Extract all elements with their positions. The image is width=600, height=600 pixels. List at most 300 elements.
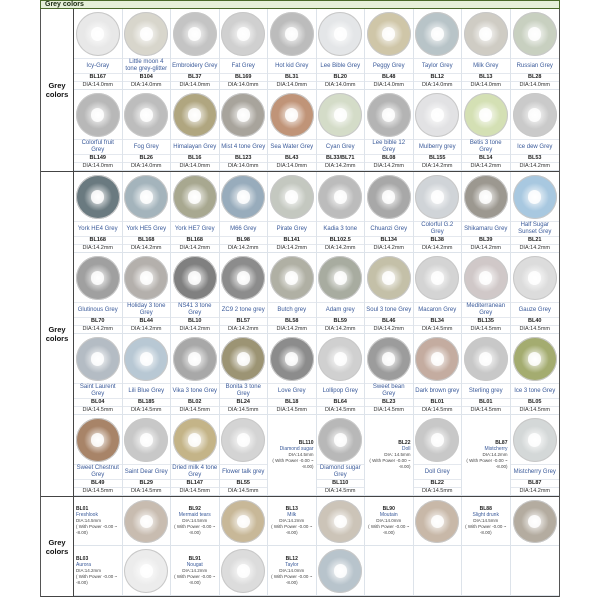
diameter: DIA:14.2mm	[482, 452, 508, 457]
product-code: BL08	[365, 154, 413, 162]
lens-image[interactable]	[464, 175, 508, 219]
product-cell[interactable]	[268, 90, 317, 171]
product-name[interactable]: Adam grey	[317, 302, 365, 317]
product-cell[interactable]	[74, 334, 123, 415]
diameter: DIA:14.2mm	[317, 162, 365, 170]
lens-image[interactable]	[173, 175, 217, 219]
product-cell[interactable]	[220, 497, 269, 546]
lens-image[interactable]	[124, 549, 168, 593]
product-name[interactable]: Gauze Grey	[511, 302, 560, 317]
product-name[interactable]: Ice dew Grey	[511, 139, 560, 154]
product-code: BL135	[462, 317, 510, 325]
product-cell[interactable]	[317, 334, 366, 415]
product-cell[interactable]	[123, 253, 172, 334]
diameter: DIA:14.2mm	[511, 487, 560, 495]
lens-image[interactable]	[464, 337, 508, 381]
lens-image[interactable]	[76, 337, 120, 381]
product-name[interactable]: Peggy Grey	[365, 58, 413, 73]
lens-image[interactable]	[367, 12, 411, 56]
product-cell[interactable]	[220, 415, 269, 496]
product-code: BL43	[268, 154, 316, 162]
product-name[interactable]: ZC9 2 tone grey	[220, 302, 268, 317]
product-cell[interactable]	[414, 172, 463, 253]
lens-image[interactable]	[221, 418, 265, 462]
product-cell[interactable]	[414, 253, 463, 334]
product-name[interactable]: Aurora	[76, 561, 92, 568]
product-code: BL91	[188, 555, 201, 562]
lens-image[interactable]	[270, 256, 314, 300]
product-name[interactable]: Kadia 3 tone	[317, 221, 365, 236]
product-cell[interactable]	[317, 415, 366, 496]
diameter: DIA:14.5mm	[268, 406, 316, 414]
diameter: DIA:14.0mm	[462, 81, 510, 89]
product-cell[interactable]	[462, 253, 511, 334]
product-code: BL64	[317, 398, 365, 406]
product-cell[interactable]	[462, 90, 511, 171]
lens-image[interactable]	[124, 12, 168, 56]
product-cell[interactable]	[74, 415, 123, 496]
lens-image[interactable]	[513, 175, 557, 219]
lens-image[interactable]	[318, 93, 362, 137]
product-info-cell	[171, 497, 220, 546]
lens-image[interactable]	[415, 12, 459, 56]
product-cell[interactable]	[414, 497, 463, 546]
product-cell[interactable]	[462, 334, 511, 415]
diameter: DIA:14.2mm	[268, 244, 316, 252]
lens-image[interactable]	[76, 256, 120, 300]
product-cell[interactable]	[511, 334, 560, 415]
product-name[interactable]: Doll	[401, 446, 411, 452]
product-cell[interactable]	[220, 90, 269, 171]
diameter: DIA:14.2mm	[365, 162, 413, 170]
lens-image[interactable]	[513, 418, 557, 462]
product-cell[interactable]	[123, 546, 172, 596]
product-cell[interactable]	[74, 9, 123, 90]
product-cell[interactable]	[317, 90, 366, 171]
product-code: BL01	[76, 506, 89, 512]
product-cell[interactable]	[462, 172, 511, 253]
diameter: DIA:14.0mm	[171, 81, 219, 89]
product-name[interactable]: Macaron Grey	[414, 302, 462, 317]
diameter: DIA:14.0mm	[220, 81, 268, 89]
lens-image[interactable]	[173, 337, 217, 381]
product-name[interactable]: Taylor Grey	[414, 58, 462, 73]
product-info	[268, 415, 316, 495]
product-cell[interactable]	[171, 415, 220, 496]
diameter: DIA:14.0mm	[414, 81, 462, 89]
product-code: BL31	[268, 73, 316, 81]
product-code: BL40	[511, 317, 560, 325]
lens-image[interactable]	[464, 12, 508, 56]
product-cell[interactable]	[74, 172, 123, 253]
diameter: DIA:14.2mm	[365, 244, 413, 252]
product-name[interactable]: Bonita 3 tone Grey	[220, 383, 268, 398]
product-code: BL88	[479, 506, 492, 512]
product-cell[interactable]	[365, 90, 414, 171]
lens-image[interactable]	[76, 12, 120, 56]
product-code: BL149	[74, 154, 122, 162]
lens-image[interactable]	[221, 175, 265, 219]
lens-image[interactable]	[124, 93, 168, 137]
product-name[interactable]: Sweet Chestnut Grey	[74, 464, 122, 479]
product-cell[interactable]	[220, 253, 269, 334]
product-name[interactable]: Flower talk grey	[220, 464, 268, 479]
diameter: DIA:14.5mm	[317, 406, 365, 414]
product-cell[interactable]	[317, 172, 366, 253]
lens-image[interactable]	[173, 12, 217, 56]
diameter: DIA:14.5mm	[182, 518, 208, 523]
product-name[interactable]: Diamond sugar	[279, 446, 314, 452]
product-grid	[74, 9, 559, 171]
lens-image[interactable]	[415, 337, 459, 381]
product-name[interactable]: Cyan Grey	[317, 139, 365, 154]
product-cell[interactable]	[365, 334, 414, 415]
product-name[interactable]: Sea Water Grey	[268, 139, 316, 154]
product-cell[interactable]	[171, 172, 220, 253]
product-code: BL155	[414, 154, 462, 162]
diameter: DIA:14.2mm	[462, 244, 510, 252]
product-cell[interactable]	[317, 9, 366, 90]
product-name[interactable]: Colorful G.2 Grey	[414, 221, 462, 236]
product-code: BL37	[171, 73, 219, 81]
product-code: BL03	[76, 555, 89, 562]
power-range: ( With Power -0.00 ~ -8.00)	[466, 458, 508, 469]
product-name[interactable]: Fog Grey	[123, 139, 171, 154]
lens-image[interactable]	[318, 175, 362, 219]
diameter: DIA:14.2mm	[74, 325, 122, 333]
product-name[interactable]: Colorful fruit Grey	[74, 139, 122, 154]
lens-image[interactable]	[464, 93, 508, 137]
product-code: BL24	[220, 398, 268, 406]
product-cell[interactable]	[171, 253, 220, 334]
product-info	[171, 546, 219, 595]
diameter: DIA:14.0mm	[279, 567, 305, 573]
diameter: DIA:14.5mm	[462, 325, 510, 333]
product-cell[interactable]	[123, 90, 172, 171]
diameter: DIA:14.0mm	[220, 162, 268, 170]
product-code: BL01	[462, 398, 510, 406]
lens-image[interactable]	[221, 256, 265, 300]
product-cell[interactable]	[365, 253, 414, 334]
product-name[interactable]: Milk Grey	[462, 58, 510, 73]
product-name[interactable]: Half Sugar Sunset Grey	[511, 221, 560, 236]
product-code: BL26	[123, 154, 171, 162]
lens-image[interactable]	[318, 256, 362, 300]
product-info-cell	[268, 497, 317, 546]
product-info	[365, 415, 413, 495]
product-cell[interactable]	[511, 172, 560, 253]
product-cell[interactable]	[462, 9, 511, 90]
product-code: BL05	[511, 398, 560, 406]
empty-cell	[365, 546, 414, 596]
product-name[interactable]: Freshlook	[76, 512, 98, 518]
product-code: BL169	[220, 73, 268, 81]
product-name[interactable]: Mistcherry Grey	[511, 464, 560, 479]
diameter: DIA:14.5mm	[317, 487, 365, 495]
product-name[interactable]: Love Grey	[268, 383, 316, 398]
product-cell[interactable]	[123, 497, 172, 546]
diameter: DIA:14.5mm	[511, 406, 560, 414]
lens-image[interactable]	[270, 93, 314, 137]
product-code: BL46	[365, 317, 413, 325]
product-info-cell	[365, 497, 414, 546]
lens-image[interactable]	[76, 418, 120, 462]
lens-image[interactable]	[76, 93, 120, 137]
product-cell[interactable]	[317, 546, 366, 596]
product-name[interactable]: Lollipop Grey	[317, 383, 365, 398]
product-cell[interactable]	[123, 415, 172, 496]
diameter: DIA:14.0mm	[317, 81, 365, 89]
diameter: DIA:14.2mm	[317, 244, 365, 252]
lens-image[interactable]	[124, 175, 168, 219]
lens-image[interactable]	[173, 418, 217, 462]
product-cell[interactable]	[171, 9, 220, 90]
product-code: BL87	[495, 440, 508, 446]
product-code: BL92	[188, 506, 201, 512]
product-cell[interactable]	[511, 415, 560, 496]
lens-image[interactable]	[513, 93, 557, 137]
diameter: DIA:14.2mm	[511, 162, 560, 170]
lens-image[interactable]	[221, 549, 265, 593]
lens-image[interactable]	[318, 418, 362, 462]
product-name[interactable]: Shikamaru Grey	[462, 221, 510, 236]
lens-image[interactable]	[173, 93, 217, 137]
lens-image[interactable]	[270, 12, 314, 56]
product-code: B104	[123, 73, 171, 81]
product-cell[interactable]	[171, 334, 220, 415]
product-name[interactable]: Butch grey	[268, 302, 316, 317]
lens-image[interactable]	[367, 175, 411, 219]
lens-image[interactable]	[513, 337, 557, 381]
product-code: BL34	[414, 317, 462, 325]
product-cell[interactable]	[317, 253, 366, 334]
product-cell[interactable]	[123, 172, 172, 253]
product-info-cell	[74, 546, 123, 596]
product-name[interactable]: Fat Grey	[220, 58, 268, 73]
diameter: DIA:14.5mm	[414, 487, 462, 495]
product-name[interactable]: Mediterranean Grey	[462, 302, 510, 317]
product-cell[interactable]	[268, 253, 317, 334]
product-code: BL04	[74, 398, 122, 406]
product-info-cell	[74, 497, 123, 546]
product-code: BL39	[462, 236, 510, 244]
product-name[interactable]: Chuanzi Grey	[365, 221, 413, 236]
diameter: DIA:14.5mm	[220, 406, 268, 414]
product-name[interactable]: Russian Grey	[511, 58, 560, 73]
product-cell[interactable]	[220, 172, 269, 253]
diameter: DIA:14.0mm	[268, 81, 316, 89]
product-cell[interactable]	[511, 90, 560, 171]
product-name[interactable]: Vika 3 tone Grey	[171, 383, 219, 398]
product-name[interactable]: Mermaid tears	[178, 512, 211, 518]
lens-image[interactable]	[124, 337, 168, 381]
product-cell[interactable]	[365, 172, 414, 253]
lens-image[interactable]	[318, 12, 362, 56]
lens-image[interactable]	[270, 175, 314, 219]
product-code: BL141	[268, 236, 316, 244]
product-name[interactable]: Diamond sugar Grey	[317, 464, 365, 479]
lens-image[interactable]	[415, 93, 459, 137]
product-code: BL102.5	[317, 236, 365, 244]
product-name[interactable]: Slight drunk	[472, 512, 499, 518]
product-cell[interactable]	[171, 90, 220, 171]
diameter: DIA:14.5mm	[220, 487, 268, 495]
product-cell[interactable]	[414, 415, 463, 496]
product-name[interactable]: Saint Laurent Grey	[74, 383, 122, 398]
product-name[interactable]: Taylor	[285, 561, 299, 568]
lens-image[interactable]	[221, 500, 265, 543]
product-cell[interactable]	[511, 497, 560, 546]
product-name[interactable]: Mist 4 tone Grey	[220, 139, 268, 154]
diameter: DIA:14.5mm	[288, 452, 314, 457]
product-code: BL59	[317, 317, 365, 325]
product-code: BL147	[171, 479, 219, 487]
product-cell[interactable]	[414, 90, 463, 171]
product-code: BL185	[123, 398, 171, 406]
product-name[interactable]: Mistcherry	[484, 446, 508, 452]
lens-image[interactable]	[367, 337, 411, 381]
product-name[interactable]: York HE4 Grey	[74, 221, 122, 236]
diameter: DIA:14.5mm	[74, 406, 122, 414]
product-name[interactable]: Mulberry grey	[414, 139, 462, 154]
product-name[interactable]: Lee bible 12 Grey	[365, 139, 413, 154]
product-name[interactable]: Himalayan Grey	[171, 139, 219, 154]
lens-image[interactable]	[221, 93, 265, 137]
product-cell[interactable]	[74, 253, 123, 334]
lens-image[interactable]	[513, 256, 557, 300]
product-cell[interactable]	[220, 9, 269, 90]
product-code: BL21	[511, 236, 560, 244]
diameter: DIA:14.2mm	[171, 244, 219, 252]
product-name[interactable]: Pirate Grey	[268, 221, 316, 236]
product-name[interactable]: Embroidery Grey	[171, 58, 219, 73]
product-cell[interactable]	[414, 334, 463, 415]
diameter: DIA:14.5mm	[171, 487, 219, 495]
product-name[interactable]: Milk	[287, 512, 297, 518]
empty-cell	[462, 546, 511, 596]
product-name[interactable]: NS41 3 tone Grey	[171, 302, 219, 317]
product-name[interactable]: Lili Blue Grey	[123, 383, 171, 398]
lens-image[interactable]	[367, 93, 411, 137]
diameter: DIA:14.5mm	[123, 406, 171, 414]
power-range: ( With Power -0.00 ~ -8.00)	[174, 573, 216, 585]
diameter: DIA:14.0mm	[511, 81, 560, 89]
section-label: Grey colors	[41, 497, 74, 596]
diameter: DIA:14.2mm	[462, 162, 510, 170]
lens-image[interactable]	[415, 500, 459, 543]
product-cell[interactable]	[268, 172, 317, 253]
lens-image[interactable]	[464, 256, 508, 300]
product-cell[interactable]	[220, 546, 269, 596]
diameter: DIA:14.2mm	[511, 244, 560, 252]
power-range: ( With Power -0.00 ~ -8.00)	[76, 524, 118, 535]
lens-image[interactable]	[415, 418, 459, 462]
product-name[interactable]: Dried milk 4 tone Grey	[172, 465, 218, 478]
product-name[interactable]: Sweet bean Grey	[365, 383, 413, 398]
product-cell[interactable]	[365, 9, 414, 90]
diameter: DIA:14.5mm	[511, 325, 560, 333]
product-cell[interactable]	[511, 253, 560, 334]
lens-image[interactable]	[318, 549, 362, 593]
lens-image[interactable]	[221, 12, 265, 56]
product-code: BL98	[220, 236, 268, 244]
product-cell[interactable]	[123, 334, 172, 415]
product-code: BL29	[123, 479, 171, 487]
product-cell[interactable]	[414, 9, 463, 90]
product-name[interactable]: Icy-Gray	[74, 58, 122, 73]
diameter: DIA:14.5mm	[74, 487, 122, 495]
product-code: BL70	[74, 317, 122, 325]
lens-image[interactable]	[367, 256, 411, 300]
product-name[interactable]: Lee Bible Grey	[317, 58, 365, 73]
product-cell[interactable]	[511, 9, 560, 90]
lens-image[interactable]	[318, 337, 362, 381]
product-name[interactable]: Glutinous Grey	[74, 302, 122, 317]
product-name[interactable]: Little moon 4 tone grey-glitter	[123, 58, 171, 73]
product-name[interactable]: Betis 3 tone Grey	[462, 139, 510, 154]
lens-image[interactable]	[124, 256, 168, 300]
lens-catalog-sheet	[40, 9, 560, 597]
diameter: DIA:14.0mm	[74, 81, 122, 89]
lens-image[interactable]	[76, 175, 120, 219]
product-name[interactable]: Nougat	[186, 561, 203, 568]
lens-image[interactable]	[221, 337, 265, 381]
product-cell[interactable]	[268, 334, 317, 415]
product-code: BL110	[317, 479, 365, 487]
product-cell[interactable]	[317, 497, 366, 546]
product-name[interactable]: Soul 3 tone Grey	[365, 302, 413, 317]
product-name[interactable]: Moutain	[379, 512, 398, 518]
diameter: DIA:14.5mm	[76, 518, 102, 523]
diameter: DIA:14.5mm	[123, 487, 171, 495]
product-info	[74, 497, 122, 545]
product-cell[interactable]	[123, 9, 172, 90]
product-name[interactable]: Ice 3 tone Grey	[511, 383, 560, 398]
lens-image[interactable]	[124, 500, 168, 543]
product-code: BL13	[285, 506, 298, 512]
product-name[interactable]: York HE5 Grey	[123, 221, 171, 236]
product-code: BL20	[317, 73, 365, 81]
product-name[interactable]: York HE7 Grey	[171, 221, 219, 236]
lens-image[interactable]	[318, 500, 362, 543]
diameter: DIA:14.5mm	[414, 406, 462, 414]
product-code: BL13	[462, 73, 510, 81]
lens-image[interactable]	[415, 256, 459, 300]
lens-image[interactable]	[415, 175, 459, 219]
product-name[interactable]: Hot kid Grey	[268, 58, 316, 73]
product-name[interactable]: Doll Grey	[414, 464, 462, 479]
product-name[interactable]: Dark brown grey	[414, 383, 462, 398]
lens-image[interactable]	[513, 500, 557, 543]
product-cell[interactable]	[220, 334, 269, 415]
product-name[interactable]: Sterling grey	[462, 383, 510, 398]
product-name[interactable]: Saint Dear Grey	[123, 464, 171, 479]
product-code: BL44	[123, 317, 171, 325]
product-cell[interactable]	[268, 9, 317, 90]
diameter: DIA:14.0mm	[123, 162, 171, 170]
product-cell[interactable]	[74, 90, 123, 171]
product-name[interactable]: Holiday 3 tone Grey	[123, 302, 171, 317]
power-range: ( With Power -0.00 ~ -8.00)	[368, 524, 410, 535]
section-label: Grey colors	[41, 172, 74, 496]
lens-image[interactable]	[173, 256, 217, 300]
lens-image[interactable]	[270, 337, 314, 381]
lens-image[interactable]	[513, 12, 557, 56]
product-code: BL90	[382, 506, 395, 512]
product-code: BL53	[511, 154, 560, 162]
lens-image[interactable]	[124, 418, 168, 462]
product-name[interactable]: M66 Grey	[220, 221, 268, 236]
